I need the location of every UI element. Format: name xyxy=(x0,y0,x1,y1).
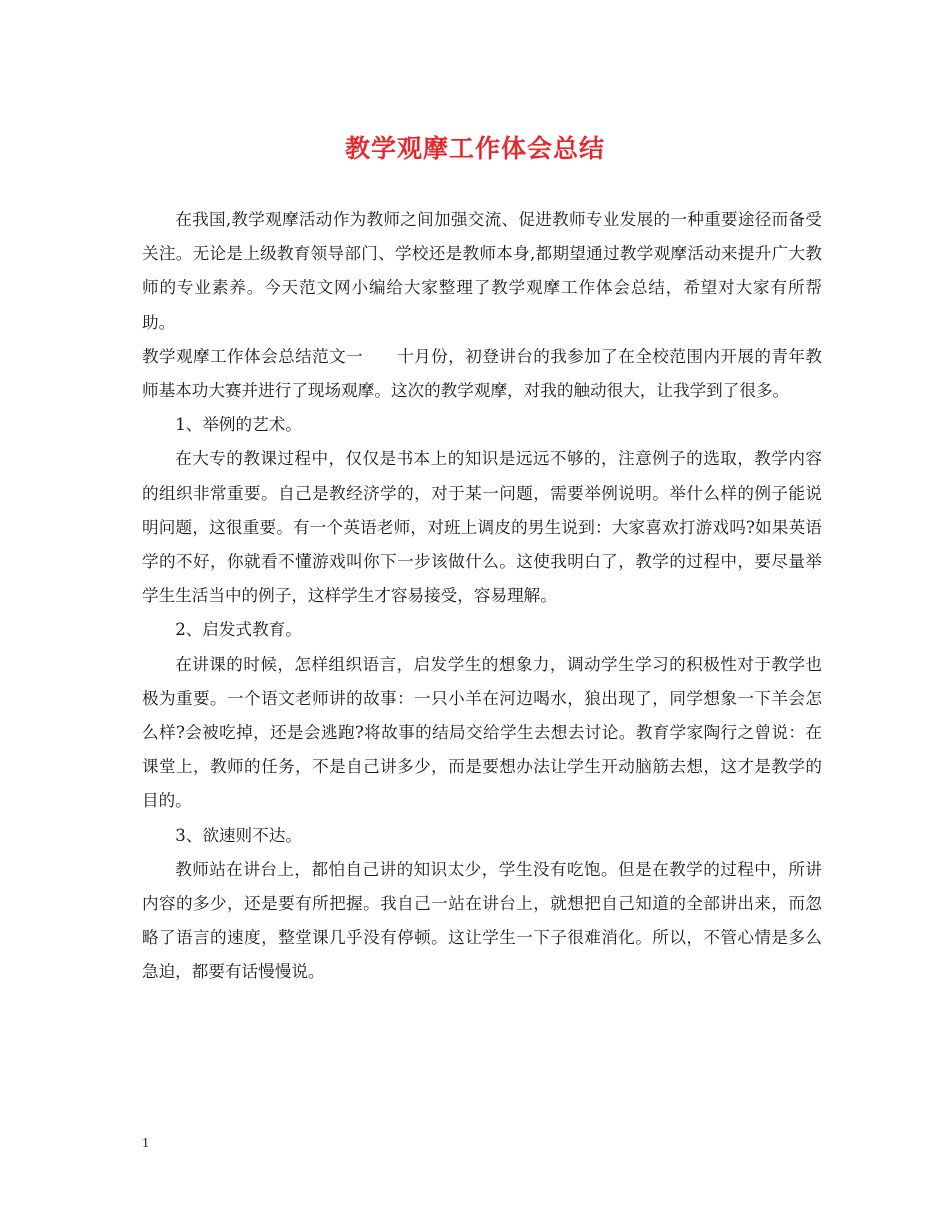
section-heading-3: 3、欲速则不达。 xyxy=(175,825,302,845)
document-body xyxy=(142,203,822,990)
page-number: 1 xyxy=(142,1136,149,1151)
intro-paragraph: 在我国,教学观摩活动作为教师之间加强交流、促进教师专业发展的一种重要途径而备受关注。无论是上级教育领导部门、学校还是教师本身,都期望通过教学观摩活动来提升广大教师的专业素养。今天范文网小编给大家整理了教学观摩工作体会总结，希望对大家有所帮助。 xyxy=(142,210,822,332)
sample-one-paragraph: 教学观摩工作体会总结范文一 十月份，初登讲台的我参加了在全校范围内开展的青年教师基本功大赛并进行了现场观摩。这次的教学观摩，对我的触动很大，让我学到了很多。 xyxy=(142,346,822,401)
section-heading-2: 2、启发式教育。 xyxy=(175,620,302,640)
section-paragraph-3: 教师站在讲台上，都怕自己讲的知识太少，学生没有吃饱。但是在教学的过程中，所讲内容的多少，还是要有所把握。我自己一站在讲台上，就想把自己知道的全部讲出来，而忽略了语言的速度，整堂课几乎没有停顿。这让学生一下子很难消化。所以，不管心情是多么急迫，都要有话慢慢说。 xyxy=(142,859,822,982)
section-paragraph-1: 在大专的教课过程中，仅仅是书本上的知识是远远不够的，注意例子的选取，教学内容的组织非常重要。自己是教经济学的，对于某一问题，需要举例说明。举什么样的例子能说明问题，这很重要。有一个英语老师，对班上调皮的男生说到：大家喜欢打游戏吗?如果英语学的不好，你就看不懂游戏叫你下一步该做什么。这使我明白了，教学的过程中，要尽量举学生生活当中的例子，这样学生才容易接受，容易理解。 xyxy=(142,449,822,606)
document-title: 教学观摩工作体会总结 xyxy=(344,134,605,163)
section-paragraph-2: 在讲课的时候，怎样组织语言，启发学生的想象力，调动学生学习的积极性对于教学也极为重要。一个语文老师讲的故事：一只小羊在河边喝水，狼出现了，同学想象一下羊会怎么样?会被吃掉，还是会逃跑?将故事的结局交给学生去想去讨论。教育学家陶行之曾说：在课堂上，教师的任务，不是自己讲多少，而是要想办法让学生开动脑筋去想，这才是教学的目的。 xyxy=(142,654,822,811)
section-heading-1: 1、举例的艺术。 xyxy=(175,415,302,435)
